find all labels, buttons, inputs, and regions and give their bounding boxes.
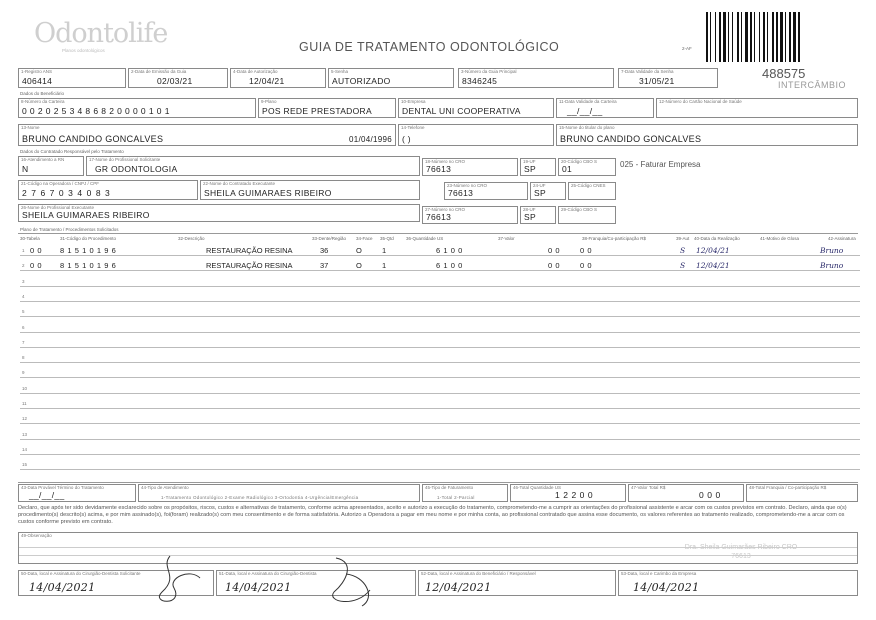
col-qty: 35-Qtd [380, 236, 394, 241]
row-number: 2 [22, 263, 25, 269]
table-row [20, 246, 860, 256]
signature-beneficiary: 52-Data, local e Assinatura do Beneficiário / Responsável 12/04/2021 [418, 570, 616, 596]
row-number: 10 [22, 385, 28, 391]
table-row [20, 323, 860, 333]
section-requester: Dados do Contratado Responsável pelo Tratamento [20, 149, 124, 154]
cell-tooth: 36 [320, 246, 329, 255]
cell-value: 00 [548, 261, 563, 271]
table-row [20, 292, 860, 302]
col-date: 40-Data da Realização [694, 236, 740, 241]
row-number: 14 [22, 446, 28, 452]
field-password: 5-Senha AUTORIZADO [328, 68, 454, 88]
field-plan: 9-Plano POS REDE PRESTADORA [258, 98, 396, 118]
logo-tagline: Planos odontológicos [62, 48, 105, 53]
divider [18, 482, 858, 483]
row-number: 1 [22, 248, 25, 253]
col-code: 31-Código do Procedimento [60, 236, 117, 241]
field-phone: 14-Telefone ( ) [398, 124, 554, 146]
signature-company: 53-Data, local e Carimbo da Empresa 14/04/2021 [618, 570, 858, 596]
cell-tooth: 37 [320, 261, 329, 271]
cell-aut: S [680, 246, 686, 255]
field-executing-professional: 26-Nome do Profissional Executante SHEILA GUIMARAES RIBEIRO [18, 204, 420, 222]
field-card-number: 8-Número da Carteira 0020253486820000101 [18, 98, 256, 118]
field-executing-contractor: 22-Nome do Contratado Executante SHEILA GUIMARAES RIBEIRO [200, 180, 420, 200]
field-name: 13-Nome BRUNO CANDIDO GONCALVES 01/04/1996 [18, 124, 396, 146]
field-cbo: 20-Código CBO S 01 [558, 158, 616, 176]
col-us: 36-Quantidade US [406, 236, 444, 241]
field-cro: 18-Número no CRO 76613 [422, 158, 518, 176]
divider [18, 233, 858, 234]
field-cpf: 21-Código na Operadora / CNPJ / CPF 2767034083 [18, 180, 198, 200]
field-ans-registry: 1-Registro ANS 406414 [18, 68, 126, 88]
row-number: 6 [22, 324, 25, 330]
table-row [20, 414, 860, 424]
guide-number-sub: INTERCÂMBIO [778, 80, 847, 90]
cell-face: O [356, 261, 362, 271]
field-company: 10-Empresa DENTAL UNI COOPERATIVA [398, 98, 554, 118]
field-cnes: 25-Código CNES [568, 182, 616, 200]
cell-code: 81510196 [60, 246, 119, 255]
page-title: GUIA DE TRATAMENTO ODONTOLÓGICO [299, 40, 560, 54]
field-service-type: 44-Tipo de Atendimento 1-Tratamento Odontológico 2-Exame Radiológico 3-Ortodontia 4-Urgência/Emergência [138, 484, 420, 502]
row-number: 5 [22, 309, 25, 315]
field-uf-3: 28-UF SP [520, 206, 556, 224]
row-number: 15 [22, 462, 28, 468]
table-row [20, 353, 860, 363]
cell-table: 00 [30, 246, 45, 255]
field-end-date: 43-Data Provável Término do Tratamento __/__/__ [18, 484, 136, 502]
section-beneficiary: Dados do Beneficiário [20, 91, 65, 96]
col-description: 32-Descrição [178, 236, 205, 241]
procedure-rows [0, 246, 876, 476]
col-face: 34-Face [356, 236, 373, 241]
field-total-franchise: 48-Total Franquia / Co-participação R$ [746, 484, 858, 502]
logo [34, 18, 168, 53]
cell-table: 00 [30, 261, 45, 271]
table-row [20, 368, 860, 378]
cell-signature: Bruno [820, 261, 844, 271]
cell-us: 6100 [436, 246, 466, 255]
row-number: 9 [22, 370, 25, 376]
row-number: 7 [22, 339, 25, 345]
cell-us: 6100 [436, 261, 466, 271]
row-number: 3 [22, 278, 25, 284]
field-cns: 12-Número do Cartão Nacional de Saúde [656, 98, 858, 118]
field-holder-name: 15-Nome do titular do plano BRUNO CANDIDO GONCALVES [556, 124, 858, 146]
field-cbo-2: 29-Código CBO S [558, 206, 616, 224]
field-cro-3: 27-Número no CRO 76613 [422, 206, 518, 224]
table-row [20, 430, 860, 440]
col-tooth: 33-Dente/Região [312, 236, 347, 241]
field-card-validity: 11-Data Validade da Carteira __/__/__ [556, 98, 654, 118]
col-signature: 42-Assinatura [828, 236, 856, 241]
cell-qty: 1 [382, 261, 387, 271]
row-number: 8 [22, 355, 25, 361]
cell-date: 12/04/21 [696, 261, 730, 271]
declaration-text: Declaro, que após ter sido devidamente esclarecido sobre os propósitos, riscos, custos e alternativas de tratamento, conforme acima apresentados, aceito e autorizo a execução do tratamento, comprometendo-me a cumprir as orientações do profissional assistente e arcar com os custos previstos em contrato. Declaro, ainda que o(s) procedimento(s) descrito(s) acima, e por mim assinado(s), foi(foram) realizado(s) com meu consentimento e de forma satisfatória. Autorizo a Operadora a pagar em meu nome e por minha conta, ao profissional contratado que assina esse documento, os valores referentes ao tratamento realizado, comprometendo-me a arcar com os custos conforme previsto em contrato. [18, 505, 847, 525]
field-authorization-date: 4-Data de Autorização 12/04/21 [230, 68, 326, 88]
col-value: 37-Valor [498, 236, 515, 241]
col-aut: 39-Aut [676, 236, 690, 241]
field-billing-type: 45-Tipo de Faturamento 1-Total 2-Parcial [422, 484, 508, 502]
field-main-guide-number: 3-Número da Guia Principal 8346245 [458, 68, 614, 88]
cell-value: 00 [548, 246, 563, 255]
billing-note: 025 - Faturar Empresa [620, 160, 701, 169]
logo-text: Odontolife [34, 18, 168, 49]
small-code: 2-AF [682, 46, 692, 51]
cell-description: RESTAURAÇÃO RESINA [206, 261, 293, 271]
handwritten-signature [326, 552, 386, 612]
field-total-value: 47-Valor Total R$ 000 [628, 484, 744, 502]
cell-description: RESTAURAÇÃO RESINA [206, 246, 293, 255]
field-requesting-professional: 17-Nome do Profissional Solicitante GR ODONTOLOGIA [86, 156, 420, 176]
table-row [20, 460, 860, 470]
section-procedures: Plano de Tratamento / Procedimentos Solicitados [20, 227, 119, 232]
field-issue-date: 2-Data de Emissão da Guia 02/03/21 [128, 68, 228, 88]
cell-signature: Bruno [820, 246, 844, 255]
professional-stamp: Dra. Sheila Guimarães Ribeiro CRO 76613 [684, 544, 798, 560]
cell-aut: S [680, 261, 686, 271]
field-observation: 49-Observação Dra. Sheila Guimarães Ribeiro CRO 76613 [18, 532, 858, 564]
procedure-headers [0, 236, 876, 244]
signature-requesting-dentist: 50-Data, local e Assinatura do Cirurgião-Dentista Solicitante 14/04/2021 [18, 570, 214, 596]
table-row [20, 277, 860, 287]
cell-code: 81510196 [60, 261, 119, 271]
row-number: 4 [22, 293, 25, 299]
table-row [20, 384, 860, 394]
table-row [20, 261, 860, 271]
field-uf: 19-UF SP [520, 158, 556, 176]
row-number: 12 [22, 416, 28, 422]
row-number: 13 [22, 431, 28, 437]
cell-date: 12/04/21 [696, 246, 730, 255]
table-row [20, 445, 860, 455]
table-row [20, 399, 860, 409]
cell-franchise: 00 [580, 261, 595, 271]
field-total-us: 46-Total Quantidade US 12200 [510, 484, 626, 502]
table-row [20, 338, 860, 348]
field-rn: 16-Atendimento a RN N [18, 156, 84, 176]
cell-qty: 1 [382, 246, 387, 255]
guide-number: 488575 [762, 66, 806, 81]
handwritten-signature [140, 548, 220, 612]
barcode [706, 12, 856, 62]
cell-face: O [356, 246, 362, 255]
field-uf-2: 24-UF SP [530, 182, 566, 200]
table-row [20, 307, 860, 317]
col-franchise: 38-Franquia/Co-participação R$ [582, 236, 647, 241]
col-table: 30-Tabela [20, 236, 40, 241]
cell-franchise: 00 [580, 246, 595, 255]
row-number: 11 [22, 401, 27, 406]
col-gloss: 41-Motivo de Glosa [760, 236, 800, 241]
field-cro-2: 23-Número no CRO 76613 [444, 182, 528, 200]
signature-dentist: 51-Data, local e Assinatura do Cirurgião-Dentista 14/04/2021 [216, 570, 416, 596]
field-password-validity: 7-Data Validade da Senha 31/05/21 [618, 68, 718, 88]
